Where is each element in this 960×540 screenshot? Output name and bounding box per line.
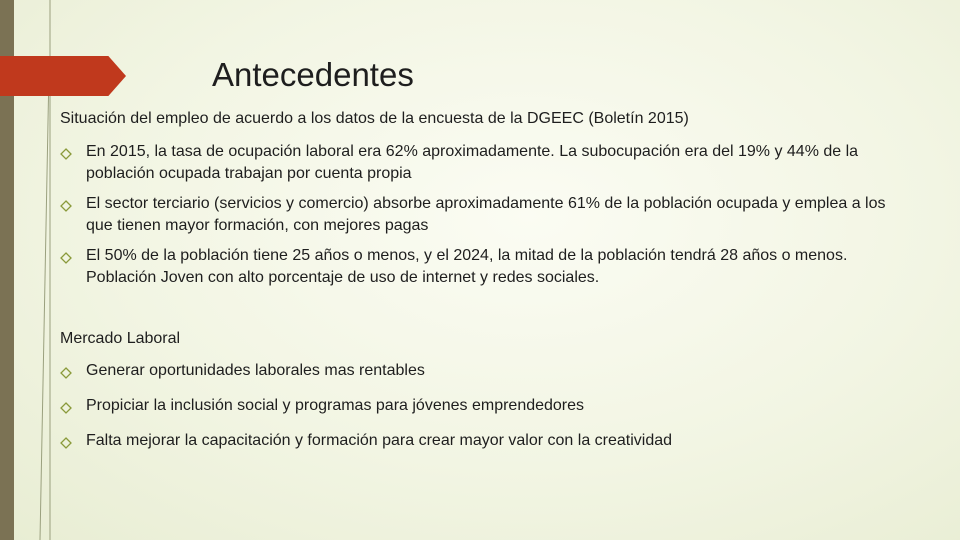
list-item: [60, 430, 900, 456]
bullet-text: El 50% de la población tiene 25 años o menos, y el 2024, la mitad de la población tendrá 28 años o menos. Población Joven con alto porcentaje de uso de internet y redes sociales.: [86, 247, 848, 286]
bullet-text: Falta mejorar la capacitación y formación para crear mayor valor con la creatividad: [86, 432, 673, 449]
bullet-text: Generar oportunidades laborales mas rentables: [86, 362, 425, 379]
bullet-text: El sector terciario (servicios y comercio) absorbe aproximadamente 61% de la población ocupada y emplea a los que tienen mayor formación, con mejores pagas: [86, 195, 886, 234]
bullet-list-mercado: [60, 360, 900, 456]
bullet-list-empleo: [60, 141, 900, 289]
diamond-bullet-icon: [60, 245, 86, 271]
diamond-bullet-icon: [60, 360, 86, 386]
slide-content: [60, 108, 900, 456]
section-heading-empleo: Situación del empleo de acuerdo a los datos de la encuesta de la DGEEC (Boletín 2015): [60, 110, 689, 127]
diamond-bullet-icon: [60, 395, 86, 421]
diamond-bullet-icon: [60, 430, 86, 456]
list-item: [60, 395, 900, 421]
bullet-text: En 2015, la tasa de ocupación laboral era 62% aproximadamente. La subocupación era del 19% y 44% de la población ocupada trabajan por cuenta propia: [86, 143, 859, 182]
title-accent-arrow: [0, 56, 126, 96]
diamond-bullet-icon: [60, 193, 86, 219]
list-item: [60, 141, 900, 185]
list-item: [60, 360, 900, 386]
list-item: [60, 193, 900, 237]
slide-title: Antecedentes: [212, 56, 414, 93]
list-item: [60, 245, 900, 289]
bullet-text: Propiciar la inclusión social y programas para jóvenes emprendedores: [86, 397, 585, 414]
diamond-bullet-icon: [60, 141, 86, 167]
section-heading-mercado: Mercado Laboral: [60, 330, 181, 347]
